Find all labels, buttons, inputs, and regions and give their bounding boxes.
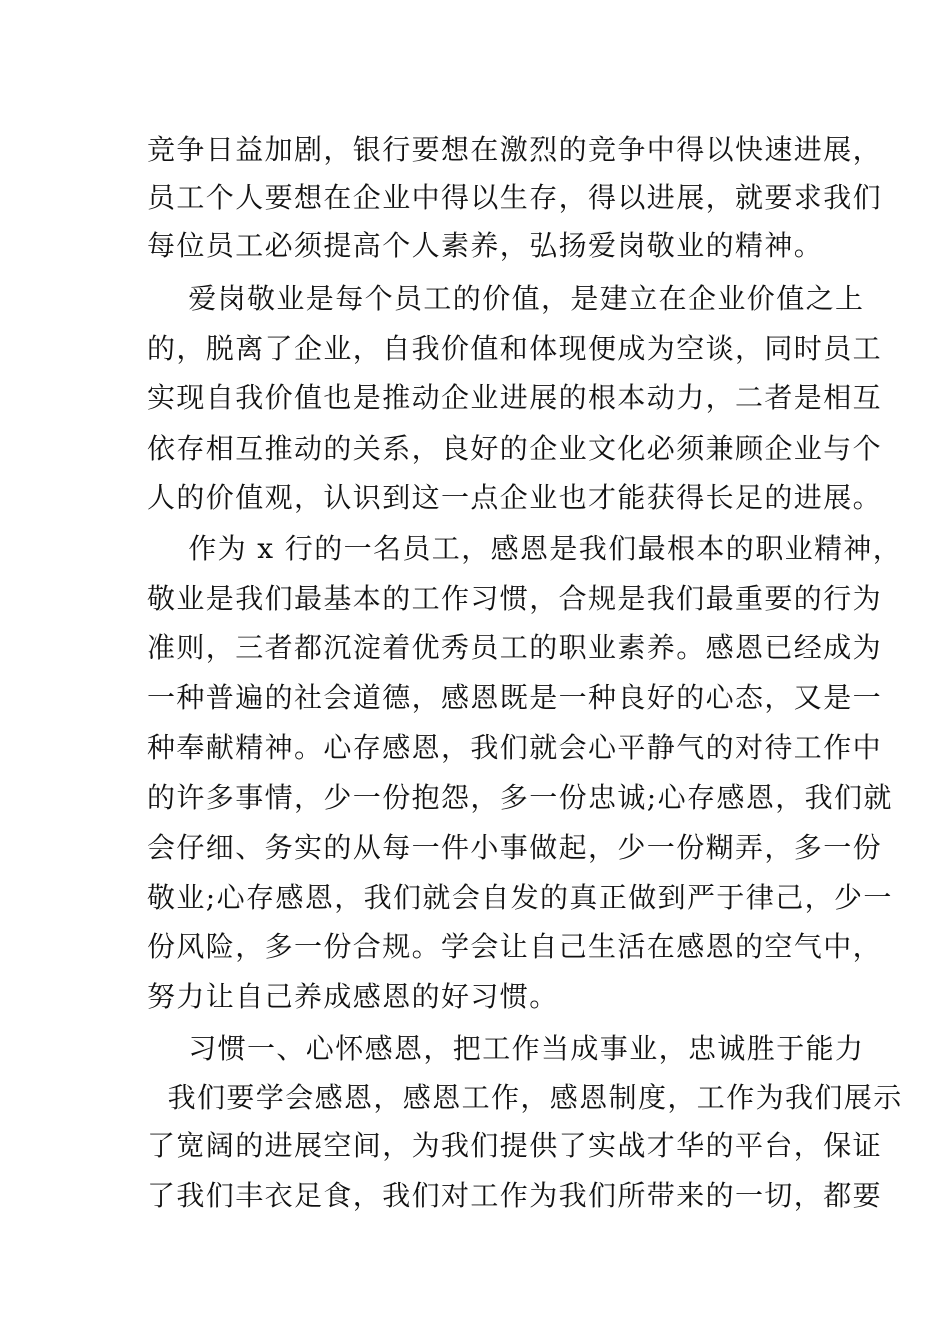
text-line: 实现自我价值也是推动企业进展的根本动力，二者是相互: [147, 381, 883, 414]
text-line: 了我们丰衣足食，我们对工作为我们所带来的一切，都要: [147, 1179, 883, 1212]
text-line: 的，脱离了企业，自我价值和体现便成为空谈，同时员工: [147, 332, 883, 365]
text-line: 爱岗敬业是每个员工的价值，是建立在企业价值之上: [147, 282, 865, 315]
text-line: 人的价值观，认识到这一点企业也才能获得长足的进展。: [147, 481, 883, 514]
text-line: 份风险，多一份合规。学会让自己生活在感恩的空气中，: [147, 930, 883, 963]
text-line: 习惯一、心怀感恩，把工作当成事业，忠诚胜于能力: [147, 1032, 865, 1065]
text-line: 种奉献精神。心存感恩，我们就会心平静气的对待工作中: [147, 731, 883, 764]
text-line: 依存相互推动的关系，良好的企业文化必须兼顾企业与个: [147, 432, 883, 465]
text-line: 准则，三者都沉淀着优秀员工的职业素养。感恩已经成为: [147, 631, 883, 664]
text-line: 员工个人要想在企业中得以生存，得以进展，就要求我们: [147, 181, 883, 214]
text-line: 努力让自己养成感恩的好习惯。: [147, 980, 559, 1013]
text-line: 作为 x 行的一名员工，感恩是我们最根本的职业精神，: [147, 532, 903, 565]
text-line: 敬业是我们最基本的工作习惯，合规是我们最重要的行为: [147, 582, 883, 615]
text-line: 会仔细、务实的从每一件小事做起，少一份糊弄，多一份: [147, 831, 883, 864]
text-line: 每位员工必须提高个人素养，弘扬爱岗敬业的精神。: [147, 229, 824, 262]
text-line: 我们要学会感恩，感恩工作，感恩制度，工作为我们展示: [147, 1081, 903, 1114]
text-line: 敬业;心存感恩，我们就会自发的真正做到严于律己，少一: [147, 881, 893, 914]
text-line: 竞争日益加剧，银行要想在激烈的竞争中得以快速进展，: [147, 133, 883, 166]
text-line: 一种普遍的社会道德，感恩既是一种良好的心态，又是一: [147, 681, 883, 714]
text-line: 了宽阔的进展空间，为我们提供了实战才华的平台，保证: [147, 1129, 883, 1162]
text-line: 的许多事情，少一份抱怨，多一份忠诚;心存感恩，我们就: [147, 781, 893, 814]
